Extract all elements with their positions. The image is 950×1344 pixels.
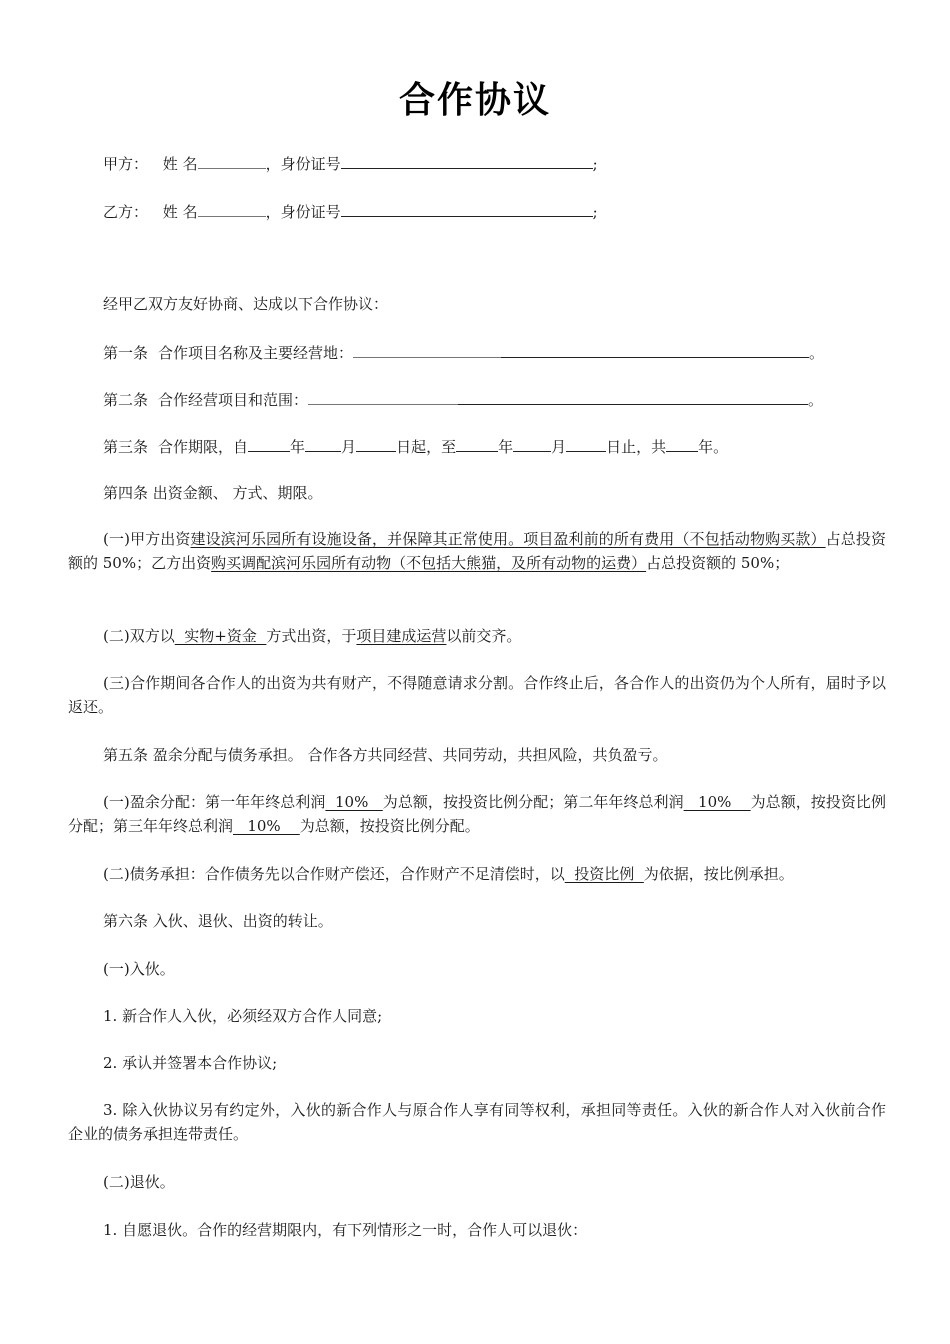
intro-text: 经甲乙双方友好协商、达成以下合作协议：	[103, 295, 389, 313]
end-day-blank[interactable]	[566, 433, 606, 452]
article-2-label: 第二条	[103, 391, 149, 409]
article-3	[103, 433, 890, 459]
article-1	[103, 339, 890, 365]
article-2-text: 合作经营项目和范围：	[158, 391, 309, 409]
article-6-section-1: (一)入伙。	[103, 960, 175, 978]
profit-year-1: 10%	[325, 793, 383, 811]
article-6-heading: 第六条 入伙、退伙、出资的转让。	[103, 912, 333, 930]
start-month-blank[interactable]	[305, 433, 341, 452]
clause-text: (二)双方以	[103, 627, 175, 645]
article-3-label: 第三条	[103, 438, 149, 456]
clause-text: (二)债务承担：合作债务先以合作财产偿还，合作财产不足清偿时，以	[103, 865, 565, 883]
party-a-end: ;	[592, 155, 598, 173]
party-a-label: 甲方：	[103, 155, 149, 173]
party-b-contribution: 购买调配滨河乐园所有动物（不包括大熊猫，及所有动物的运费）	[211, 554, 647, 572]
clause-text: 占总投资额的 50%；乙方出资	[68, 530, 886, 572]
debt-basis: 投资比例	[564, 865, 644, 883]
party-b-line	[103, 198, 890, 224]
clause-text: 为总额，按投资比例分配；第二年年终总利润	[382, 793, 684, 811]
start-day-blank[interactable]	[356, 433, 396, 452]
start-year-blank[interactable]	[248, 433, 290, 452]
party-a-contribution: 建设滨河乐园所有设施设备，并保障其正常使用。项目盈利前的所有费用（不包括动物购买款）	[190, 530, 826, 548]
article-6-item-3: 3. 除入伙协议另有约定外，入伙的新合作人与原合作人享有同等权利，承担同等责任。入伙的新合作人对入伙前合作企业的债务承担连带责任。	[68, 1101, 886, 1143]
article-6-item-2: 2. 承认并签署本合作协议;	[103, 1054, 278, 1072]
article-4-heading: 第四条 出资金额、 方式、期限。	[103, 484, 323, 502]
end-year-blank[interactable]	[456, 433, 498, 452]
party-b-name-blank[interactable]	[198, 198, 266, 217]
clause-text: 为总额，按投资比例分配；第三年年终总利润	[68, 793, 886, 835]
total-years-blank[interactable]	[666, 433, 698, 452]
clause-text: 方式出资，于	[266, 627, 357, 645]
contribution-deadline: 项目建成运营	[356, 627, 447, 645]
article-1-text: 合作项目名称及主要经营地：	[158, 344, 354, 362]
party-a-name-blank[interactable]	[198, 150, 266, 169]
article-6-section-2: (二)退伙。	[103, 1173, 175, 1191]
document-title: 合作协议	[398, 80, 551, 121]
party-b-name-label: 姓 名	[162, 203, 198, 221]
clause-text: 为依据，按比例承担。	[643, 865, 794, 883]
article-3-part: 年	[290, 438, 306, 456]
party-b-label: 乙方：	[103, 203, 149, 221]
clause-text: 占总投资额的 50%；	[646, 554, 790, 572]
end-month-blank[interactable]	[513, 433, 551, 452]
article-1-blank-a[interactable]	[353, 339, 501, 358]
article-4-clause-1	[68, 527, 886, 575]
clause-text: (一)盈余分配：第一年年终总利润	[103, 793, 326, 811]
party-b-id-blank[interactable]	[341, 198, 593, 217]
article-1-end: 。	[809, 344, 825, 362]
article-2-blank-b[interactable]	[458, 386, 808, 405]
party-a-name-label: 姓 名	[162, 155, 198, 173]
profit-year-2: 10%	[683, 793, 751, 811]
party-b-end: ;	[592, 203, 598, 221]
article-1-blank-b[interactable]	[501, 339, 809, 358]
clause-text: (一)甲方出资	[103, 530, 191, 548]
clause-text: 以前交齐。	[446, 627, 522, 645]
article-6-item-1: 1. 新合作人入伙，必须经双方合作人同意;	[103, 1007, 383, 1025]
party-a-id-blank[interactable]	[341, 150, 593, 169]
profit-year-3: 10%	[233, 817, 300, 835]
party-a-line	[103, 150, 890, 176]
party-b-id-label: ，身份证号	[265, 203, 341, 221]
article-3-part: 月	[551, 438, 567, 456]
article-3-part: 日起，至	[396, 438, 457, 456]
article-5-heading: 第五条 盈余分配与债务承担。 合作各方共同经营、共同劳动，共担风险，共负盈亏。	[103, 746, 668, 764]
article-2-blank-a[interactable]	[308, 386, 458, 405]
article-3-part: 年。	[698, 438, 729, 456]
clause-text: 为总额，按投资比例分配。	[299, 817, 480, 835]
article-3-part: 日止，共	[606, 438, 667, 456]
article-2	[103, 386, 890, 412]
article-5-clause-2	[68, 862, 886, 886]
article-3-part: 合作期限，自	[158, 438, 249, 456]
article-1-label: 第一条	[103, 344, 149, 362]
article-3-part: 年	[498, 438, 514, 456]
article-4-clause-3: (三)合作期间各合作人的出资为共有财产，不得随意请求分割。合作终止后，各合作人的出资仍为个人所有，届时予以返还。	[68, 674, 886, 716]
article-2-end: 。	[808, 391, 824, 409]
party-a-id-label: ，身份证号	[265, 155, 341, 173]
contribution-method: 实物+资金	[174, 627, 267, 645]
article-5-clause-1	[68, 790, 886, 838]
article-3-part: 月	[341, 438, 357, 456]
article-6-item-4: 1. 自愿退伙。合作的经营期限内，有下列情形之一时，合作人可以退伙：	[103, 1221, 588, 1239]
article-4-clause-2	[68, 624, 886, 648]
